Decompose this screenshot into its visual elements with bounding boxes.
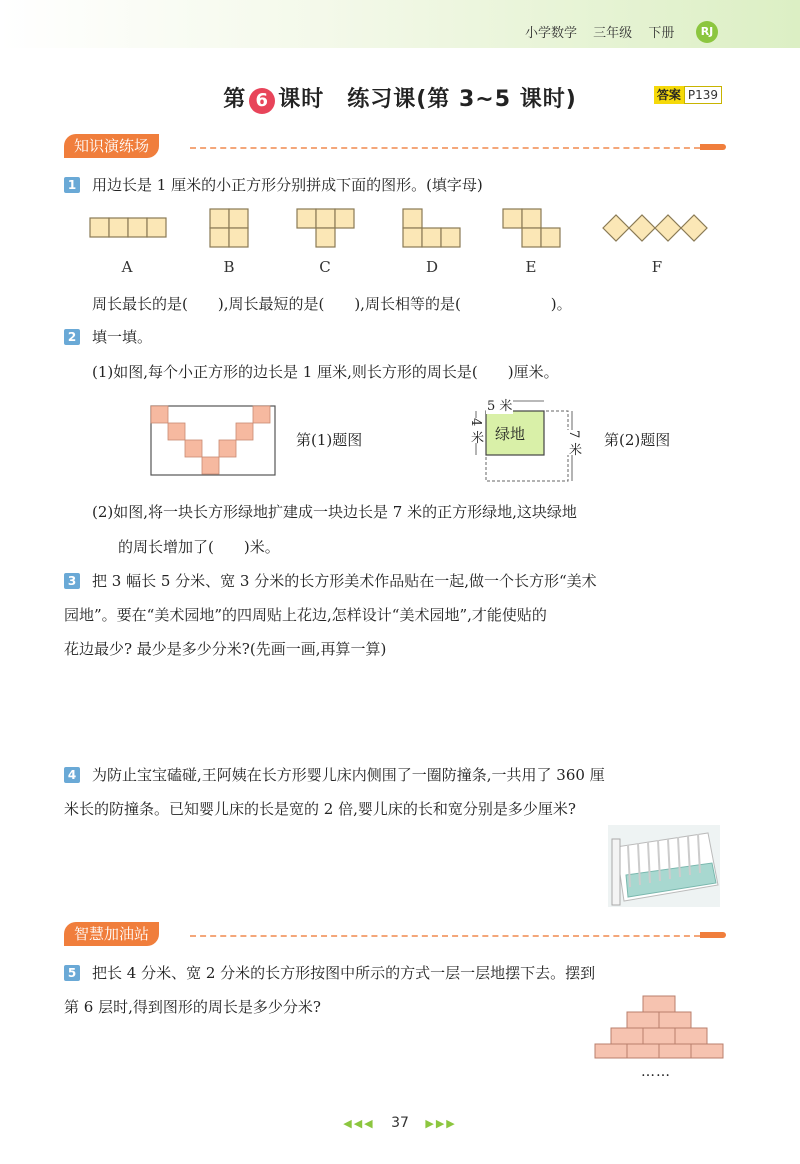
q2-intro: 填一填。 <box>92 328 153 346</box>
title-prefix: 第 <box>223 87 247 112</box>
figure-d <box>403 209 460 247</box>
figure-a <box>90 218 166 237</box>
label-c: C <box>319 258 331 276</box>
lesson-number-badge: 6 <box>249 88 275 114</box>
q5-line2: 第 6 层时,得到图形的周长是多少分米? <box>64 998 321 1016</box>
section-divider <box>190 935 700 937</box>
q1-figures <box>80 200 740 260</box>
question-number: 1 <box>64 177 80 193</box>
q3-line2: 园地”。要在“美术园地”的四周贴上花边,怎样设计“美术园地”,才能使贴的 <box>64 606 547 624</box>
q1-answer-line: 周长最长的是( ),周长最短的是( ),周长相等的是( )。 <box>92 295 572 313</box>
answer-page: P139 <box>684 86 722 104</box>
series-subject: 小学数学 <box>525 26 578 41</box>
fig2-top-label: 5 米 <box>486 395 513 414</box>
figure-b <box>210 209 248 247</box>
q3-line1: 把 3 幅长 5 分米、宽 3 分米的长方形美术作品贴在一起,做一个长方形“美术 <box>92 572 597 590</box>
fig1-caption: 第(1)题图 <box>296 431 363 449</box>
fig2-right-label: 7 米 <box>566 430 581 456</box>
q4-line2: 米长的防撞条。已知婴儿床的长是宽的 2 倍,婴儿床的长和宽分别是多少厘米? <box>64 800 576 818</box>
answer-label: 答案 <box>654 86 684 104</box>
edition-badge: RJ <box>696 21 718 43</box>
fig2-left-label: 4 米 <box>468 418 483 444</box>
q2-part2-line2: 的周长增加了( )米。 <box>118 538 280 556</box>
label-b: B <box>223 258 235 276</box>
question-number: 2 <box>64 329 80 345</box>
fig2-green-label: 绿地 <box>495 425 526 443</box>
title-suffix: 课时 练习课(第 3~5 课时) <box>278 87 577 112</box>
section-practice: 知识演练场 <box>64 134 159 158</box>
question-number: 3 <box>64 573 80 589</box>
q5-line1: 把长 4 分米、宽 2 分米的长方形按图中所示的方式一层一层地摆下去。摆到 <box>92 964 596 982</box>
label-e: E <box>525 258 537 276</box>
pencil-icon <box>700 144 726 150</box>
figure-c <box>297 209 354 247</box>
label-d: D <box>425 258 439 276</box>
left-arrows-icon: ◀◀◀ <box>343 1117 375 1130</box>
figure-e <box>503 209 560 247</box>
question-number: 4 <box>64 767 80 783</box>
label-f: F <box>651 258 663 276</box>
section-wisdom: 智慧加油站 <box>64 922 159 946</box>
q4-line1: 为防止宝宝磕碰,王阿姨在长方形婴儿床内侧围了一圈防撞条,一共用了 360 厘 <box>92 766 605 784</box>
pencil-icon <box>700 932 726 938</box>
q2-part1: (1)如图,每个小正方形的边长是 1 厘米,则长方形的周长是( )厘米。 <box>92 363 559 381</box>
q2-part2-line1: (2)如图,将一块长方形绿地扩建成一块边长是 7 米的正方形绿地,这块绿地 <box>92 503 577 521</box>
right-arrows-icon: ▶▶▶ <box>425 1117 457 1130</box>
q3-line3: 花边最少? 最少是多少分米?(先画一画,再算一算) <box>64 640 387 658</box>
series-grade: 三年级 <box>593 26 633 41</box>
crib-image <box>608 825 720 907</box>
figure-f <box>603 215 707 241</box>
series-info <box>525 22 674 41</box>
header-band <box>0 0 800 48</box>
page-number: 37 <box>391 1115 409 1131</box>
q2-figure-1 <box>150 405 280 477</box>
answer-reference[interactable] <box>654 86 722 103</box>
fig2-caption: 第(2)题图 <box>604 431 671 449</box>
continuation-dots: …… <box>641 1064 671 1080</box>
section-divider <box>190 147 700 149</box>
brick-pyramid <box>594 994 724 1060</box>
q1-text: 用边长是 1 厘米的小正方形分别拼成下面的图形。(填字母) <box>92 176 483 194</box>
series-term: 下册 <box>648 26 675 41</box>
label-a: A <box>121 258 133 276</box>
page-footer <box>0 1115 800 1131</box>
question-number: 5 <box>64 965 80 981</box>
